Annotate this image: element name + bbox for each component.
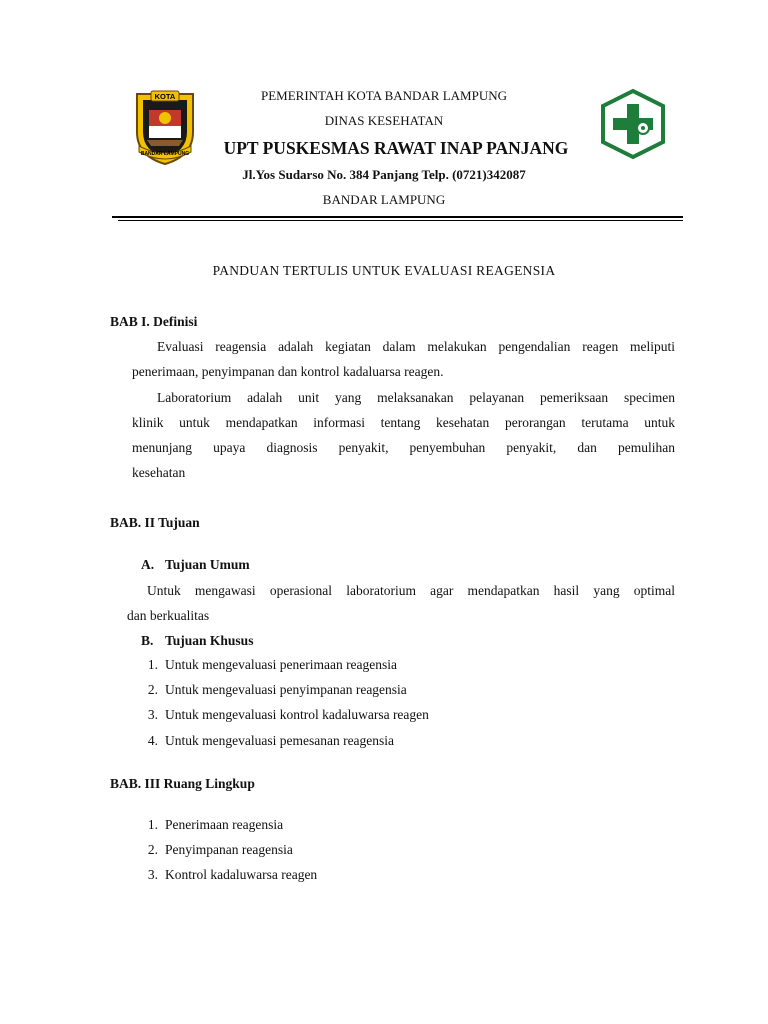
bab3-item-text: Penerimaan reagensia <box>165 817 284 832</box>
bab2-b-heading: Tujuan Khusus <box>165 633 254 648</box>
bab2-heading: BAB. II Tujuan <box>110 515 200 530</box>
bab2-b-marker: B. <box>141 633 154 648</box>
header-institution: UPT PUSKESMAS RAWAT INAP PANJANG <box>223 138 569 158</box>
bab2-item-number: 4. <box>147 733 158 748</box>
header-city: BANDAR LAMPUNG <box>322 192 446 207</box>
bab1-paragraph2-line4: kesehatan <box>132 465 186 480</box>
bab1-paragraph2-line2: klinik untuk mendapatkan informasi tentang kesehatan perorangan terutama untuk <box>132 415 675 430</box>
emblem-bottom-text: BANDAR LAMPUNG <box>140 151 190 157</box>
bab3-item-text: Penyimpanan reagensia <box>165 842 293 857</box>
bab2-a-line2: dan berkualitas <box>127 608 210 623</box>
bab3-item-number: 2. <box>147 842 158 857</box>
bab2-item-number: 3. <box>147 707 158 722</box>
bab3-heading: BAB. III Ruang Lingkup <box>110 776 255 791</box>
bab1-paragraph2-line3: menunjang upaya diagnosis penyakit, penyembuhan penyakit, dan pemulihan <box>132 440 675 455</box>
bab3-item-number: 1. <box>147 817 158 832</box>
bab2-a-marker: A. <box>141 557 155 572</box>
bab1-paragraph1-line1: Evaluasi reagensia adalah kegiatan dalam melakukan pengendalian reagen meliputi <box>157 339 675 354</box>
bab2-item-text: Untuk mengevaluasi penyimpanan reagensia <box>165 682 407 697</box>
header-government: PEMERINTAH KOTA BANDAR LAMPUNG <box>260 88 507 103</box>
header-address: Jl.Yos Sudarso No. 384 Panjang Telp. (0721)342087 <box>242 167 526 182</box>
bab2-item-text: Untuk mengevaluasi penerimaan reagensia <box>165 657 398 672</box>
bab2-item-text: Untuk mengevaluasi kontrol kadaluwarsa reagen <box>165 707 429 722</box>
bab2-a-line1: Untuk mengawasi operasional laboratorium agar mendapatkan hasil yang optimal <box>147 583 675 598</box>
bab2-item-number: 1. <box>147 657 158 672</box>
bab3-item-text: Kontrol kadaluwarsa reagen <box>165 867 318 882</box>
header-divider-thin <box>118 220 683 221</box>
bab2-a-heading: Tujuan Umum <box>165 557 250 572</box>
bab1-paragraph2-line1: Laboratorium adalah unit yang melaksanakan pelayanan pemeriksaan specimen <box>157 390 675 405</box>
bab1-paragraph1-line2: penerimaan, penyimpanan dan kontrol kadaluarsa reagen. <box>132 364 444 379</box>
bab2-item-text: Untuk mengevaluasi pemesanan reagensia <box>165 733 395 748</box>
emblem-top-text: KOTA <box>154 92 176 101</box>
header-department: DINAS KESEHATAN <box>324 113 444 128</box>
bab1-heading: BAB I. Definisi <box>110 314 198 329</box>
document-title: PANDUAN TERTULIS UNTUK EVALUASI REAGENSIA <box>212 263 556 278</box>
header-divider-thick <box>112 216 683 218</box>
bab3-item-number: 3. <box>147 867 158 882</box>
bab2-item-number: 2. <box>147 682 158 697</box>
